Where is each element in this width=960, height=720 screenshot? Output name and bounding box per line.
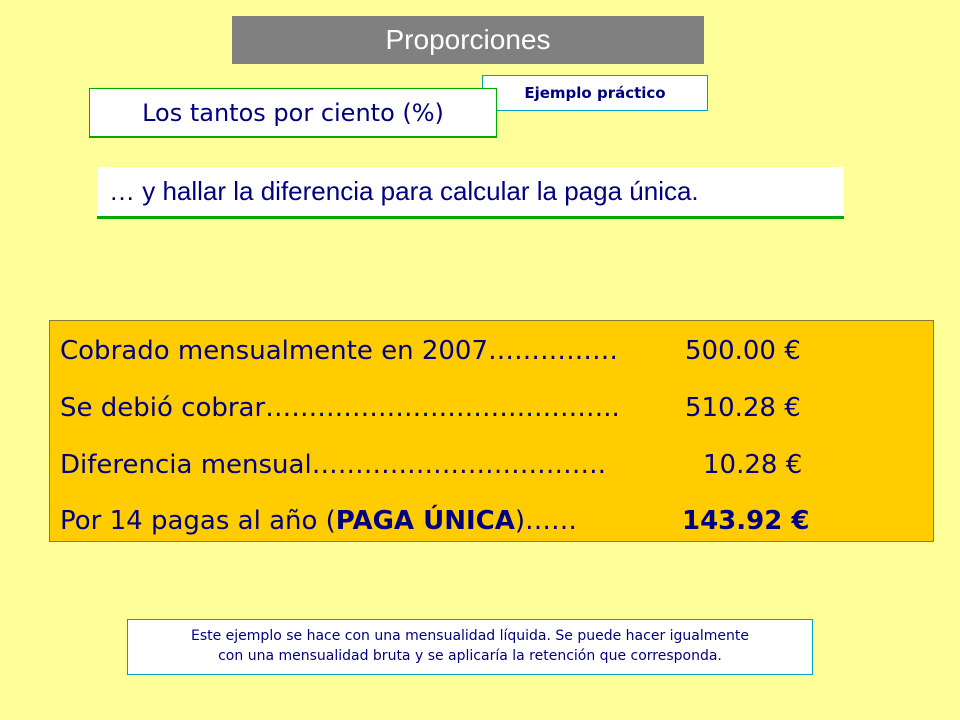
calc-row-paga-unica [60, 501, 810, 541]
section-subtitle: Los tantos por ciento (%) [89, 88, 497, 138]
calc-dots: …………… [488, 336, 619, 366]
calc-dots: ………………………………….. [265, 393, 620, 423]
calc-label-pre: Por 14 pagas al año ( [60, 506, 336, 536]
calc-dots: …… [525, 506, 578, 536]
calculation-box [49, 320, 934, 542]
calc-amount: 500.00 € [685, 336, 801, 366]
footnote-line-1: Este ejemplo se hace con una mensualidad líquida. Se puede hacer igualmente [190, 628, 749, 644]
calc-row-cobrado [60, 331, 801, 371]
calc-label: Diferencia mensual [60, 450, 312, 480]
calc-amount: 10.28 € [703, 450, 803, 480]
calc-label: Cobrado mensualmente en 2007 [60, 336, 489, 366]
calc-amount: 510.28 € [685, 393, 801, 423]
calc-dots: ……………………………. [311, 450, 606, 480]
example-badge: Ejemplo práctico [482, 75, 708, 111]
calc-amount-total: 143.92 € [682, 506, 810, 536]
calc-label-post: ) [514, 506, 526, 536]
lead-statement: … y hallar la diferencia para calcular la paga única. [97, 167, 844, 219]
calc-row-debio-cobrar [60, 388, 801, 428]
slide-title: Proporciones [232, 16, 704, 64]
calc-label: Se debió cobrar [60, 393, 266, 423]
footnote-line-2: con una mensualidad bruta y se aplicaría la retención que corresponda. [218, 648, 722, 664]
calc-row-diferencia [60, 445, 803, 485]
calc-label [60, 501, 525, 541]
footnote-box [127, 619, 813, 675]
calc-label-bold: PAGA ÚNICA [335, 506, 515, 536]
